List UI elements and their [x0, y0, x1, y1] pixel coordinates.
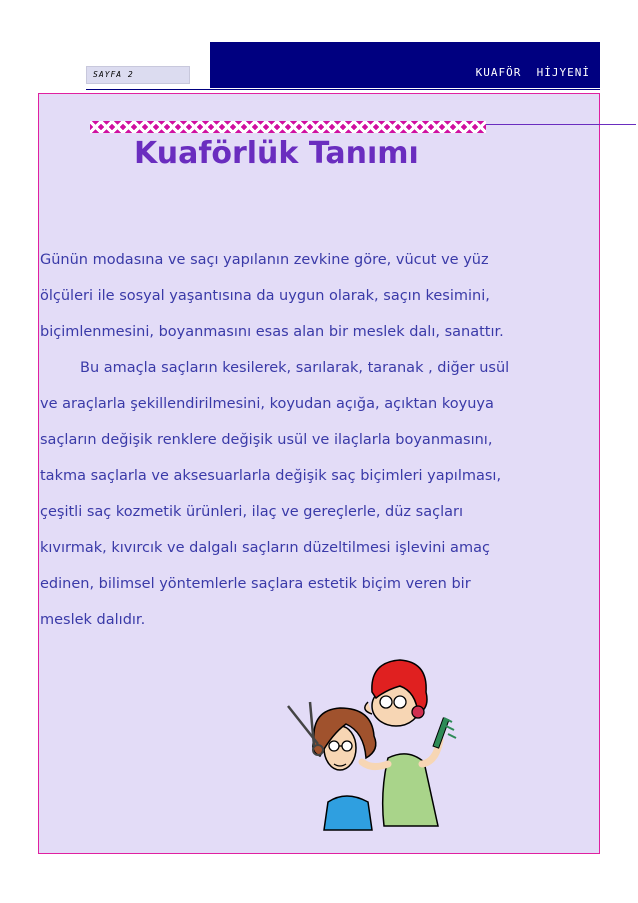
page-label-box: [86, 66, 190, 84]
text-line: saçların değişik renklere değişik usül ve ilaçlarla boyanmasını,: [40, 432, 493, 448]
text-line: Bu amaçla saçların kesilerek, sarılarak, taranak , diğer usül: [80, 360, 510, 376]
body-text: [40, 250, 600, 646]
text-line: çeşitli saç kozmetik ürünleri, ilaç ve gereçlerle, düz saçları: [40, 504, 463, 520]
text-line: meslek dalıdır.: [40, 612, 146, 628]
decorative-line: [486, 124, 636, 125]
text-line: takma saçlarla ve aksesuarlarla değişik saç biçimleri yapılması,: [40, 468, 502, 484]
header-bar: [210, 42, 600, 88]
text-line: ölçüleri ile sosyal yaşantısına da uygun olarak, saçın kesimini,: [40, 288, 490, 304]
page-title: Kuaförlük Tanımı: [134, 136, 419, 171]
header-rule: [86, 89, 600, 90]
decorative-diamond-band: [90, 121, 486, 133]
header-title: KUAFÖR HİJYENİ: [475, 66, 590, 79]
text-line: edinen, bilimsel yöntemlerle saçlara estetik biçim veren bir: [40, 576, 471, 592]
text-line: kıvırmak, kıvırcık ve dalgalı saçların düzeltilmesi işlevini amaç: [40, 540, 490, 556]
hairdresser-cartoon-icon: [276, 652, 472, 832]
text-line: biçimlenmesini, boyanmasını esas alan bir meslek dalı, sanattır.: [40, 324, 504, 340]
text-line: Günün modasına ve saçı yapılanın zevkine göre, vücut ve yüz: [40, 252, 489, 268]
text-line: ve araçlarla şekillendirilmesini, koyudan açığa, açıktan koyuya: [40, 396, 494, 412]
page-number-label: SAYFA 2: [93, 70, 134, 79]
